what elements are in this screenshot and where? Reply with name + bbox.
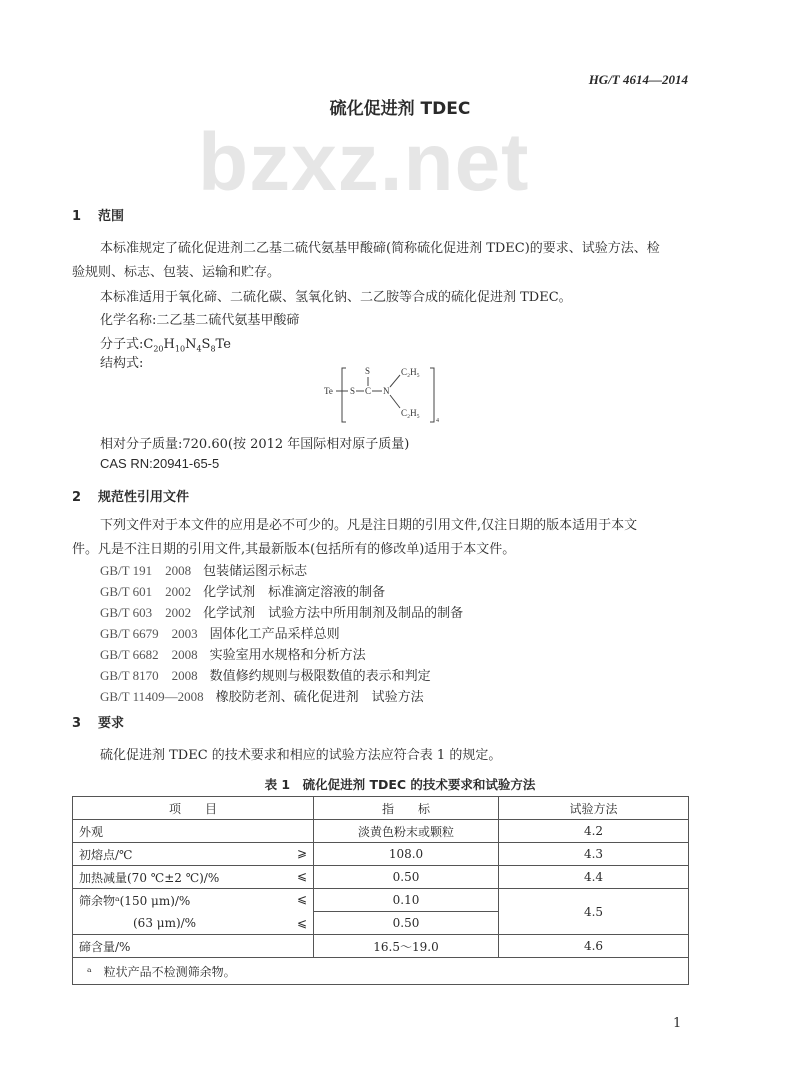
- f-n: N: [185, 337, 197, 352]
- atom-te: Te: [324, 386, 333, 396]
- f-te: Te: [215, 337, 231, 352]
- cell-item: [73, 889, 314, 912]
- cell-method: 4.5: [499, 889, 689, 935]
- cell-value: 16.5～19.0: [314, 935, 499, 958]
- scope-para1-line2: 验规则、标志、包装、运输和贮存。: [72, 265, 281, 280]
- cell-method: 4.3: [499, 843, 689, 866]
- f-s-n: 8: [210, 344, 216, 354]
- item-label: 初熔点/℃: [79, 847, 133, 862]
- requirements-para: 硫化促进剂 TDEC 的技术要求和相应的试验方法应符合表 1 的规定。: [100, 748, 502, 763]
- structure-label: 结构式:: [100, 356, 144, 371]
- cell-value: 108.0: [314, 843, 499, 866]
- cell-item: 外观: [73, 820, 314, 843]
- cas-number: CAS RN:20941-65-5: [100, 456, 220, 471]
- reference-title: 橡胶防老剂、硫化促进剂 试验方法: [215, 690, 424, 705]
- reference-code: GB/T 603 2002: [100, 605, 192, 620]
- section-number: 2: [72, 490, 82, 505]
- reference-title: 包装储运图示标志: [203, 564, 308, 579]
- header-item: 项 目: [73, 797, 314, 820]
- header-method: 试验方法: [499, 797, 689, 820]
- reference-code: GB/T 6682 2008: [100, 647, 198, 662]
- cell-item: 碲含量/%: [73, 935, 314, 958]
- requirements-table: [72, 796, 689, 985]
- reference-item: [100, 686, 424, 705]
- section-title: 规范性引用文件: [98, 490, 190, 505]
- table-row: [73, 866, 689, 889]
- cell-method: 4.6: [499, 935, 689, 958]
- f-h-n: 10: [174, 344, 186, 354]
- reference-title: 数值修约规则与极限数值的表示和判定: [209, 669, 431, 684]
- cell-value: 0.50: [314, 866, 499, 889]
- table-row: [73, 889, 689, 912]
- molecular-formula: [100, 333, 231, 354]
- cell-item: [73, 843, 314, 866]
- structural-formula: [320, 364, 460, 426]
- cell-item: [73, 912, 314, 935]
- cell-value: 淡黄色粉末或颗粒: [314, 820, 499, 843]
- cell-item: [73, 866, 314, 889]
- atom-c: C: [365, 386, 372, 396]
- table-header-row: [73, 797, 689, 820]
- molecular-mass: 相对分子质量:720.60(按 2012 年国际相对原子质量): [100, 437, 410, 452]
- standard-code: HG/T 4614—2014: [588, 72, 688, 87]
- reference-item: [100, 623, 340, 642]
- reference-title: 化学试剂 试验方法中所用制剂及制品的制备: [203, 606, 464, 621]
- reference-title: 化学试剂 标准滴定溶液的制备: [203, 585, 386, 600]
- section-2-heading: [72, 486, 189, 505]
- f-s: S: [201, 337, 211, 352]
- section-number: 1: [72, 209, 82, 224]
- table-row: [73, 820, 689, 843]
- scope-para1-line1: 本标准规定了硫化促进剂二乙基二硫代氨基甲酸碲(简称硫化促进剂 TDEC)的要求、试验方法、检: [100, 241, 660, 256]
- item-label: 加热减量(70 ℃±2 ℃)/%: [79, 870, 220, 885]
- reference-title: 实验室用水规格和分析方法: [209, 648, 366, 663]
- reference-item: [100, 560, 307, 579]
- formula-label: 分子式:: [100, 337, 144, 352]
- cell-value: 0.10: [314, 889, 499, 912]
- section-3-heading: [72, 712, 124, 731]
- watermark: bzxz.net: [198, 117, 530, 208]
- item-label: 筛余物ᵃ(150 μm)/%: [79, 893, 191, 908]
- page-number: 1: [673, 1016, 682, 1031]
- atom-s: S: [350, 386, 356, 396]
- reference-item: [100, 644, 366, 663]
- reference-item: [100, 602, 463, 621]
- cell-method: 4.2: [499, 820, 689, 843]
- reference-code: GB/T 8170 2008: [100, 668, 198, 683]
- f-n-n: 4: [196, 344, 202, 354]
- page-title: 硫化促进剂 TDEC: [329, 99, 471, 119]
- operator: ⩽: [296, 891, 307, 906]
- table-caption: 表 1 硫化促进剂 TDEC 的技术要求和试验方法: [264, 777, 536, 792]
- f-h: H: [163, 337, 175, 352]
- cell-value: 0.50: [314, 912, 499, 935]
- scope-para2: 本标准适用于氧化碲、二硫化碳、氢氧化钠、二乙胺等合成的硫化促进剂 TDEC。: [100, 290, 572, 305]
- refs-para-line2: 件。凡是不注日期的引用文件,其最新版本(包括所有的修改单)适用于本文件。: [72, 542, 516, 557]
- refs-para-line1: 下列文件对于本文件的应用是必不可少的。凡是注日期的引用文件,仅注日期的版本适用于本文: [100, 518, 638, 533]
- reference-title: 固体化工产品采样总则: [209, 627, 340, 642]
- table-row: [73, 935, 689, 958]
- chemical-name: 化学名称:二乙基二硫代氨基甲酸碲: [100, 313, 300, 328]
- reference-code: GB/T 191 2008: [100, 563, 192, 578]
- reference-code: GB/T 11409—2008: [100, 689, 204, 704]
- section-1-heading: [72, 205, 124, 224]
- bond: [390, 395, 400, 408]
- section-title: 范围: [98, 209, 125, 224]
- item-label: (63 μm)/%: [133, 915, 197, 930]
- table-footnote: ᵃ 粒状产品不检测筛余物。: [73, 958, 689, 985]
- section-title: 要求: [98, 716, 125, 731]
- reference-code: GB/T 6679 2003: [100, 626, 198, 641]
- reference-code: GB/T 601 2002: [100, 584, 192, 599]
- section-number: 3: [72, 716, 82, 731]
- f-c-n: 20: [153, 344, 164, 354]
- header-value: 指 标: [314, 797, 499, 820]
- operator: ⩽: [296, 915, 307, 930]
- subscript: 4: [436, 418, 439, 424]
- operator: ⩽: [296, 868, 307, 883]
- table-row: [73, 843, 689, 866]
- atom-n: N: [383, 386, 390, 396]
- cell-method: 4.4: [499, 866, 689, 889]
- bond: [390, 375, 400, 387]
- ethyl-2: C₂H₅: [401, 408, 420, 418]
- operator: ⩾: [296, 845, 307, 860]
- reference-item: [100, 581, 385, 600]
- reference-item: [100, 665, 431, 684]
- table-footnote-row: [73, 958, 689, 985]
- f-c: C: [143, 337, 154, 352]
- ethyl-1: C₂H₅: [401, 367, 420, 377]
- atom-s-top: S: [365, 366, 371, 376]
